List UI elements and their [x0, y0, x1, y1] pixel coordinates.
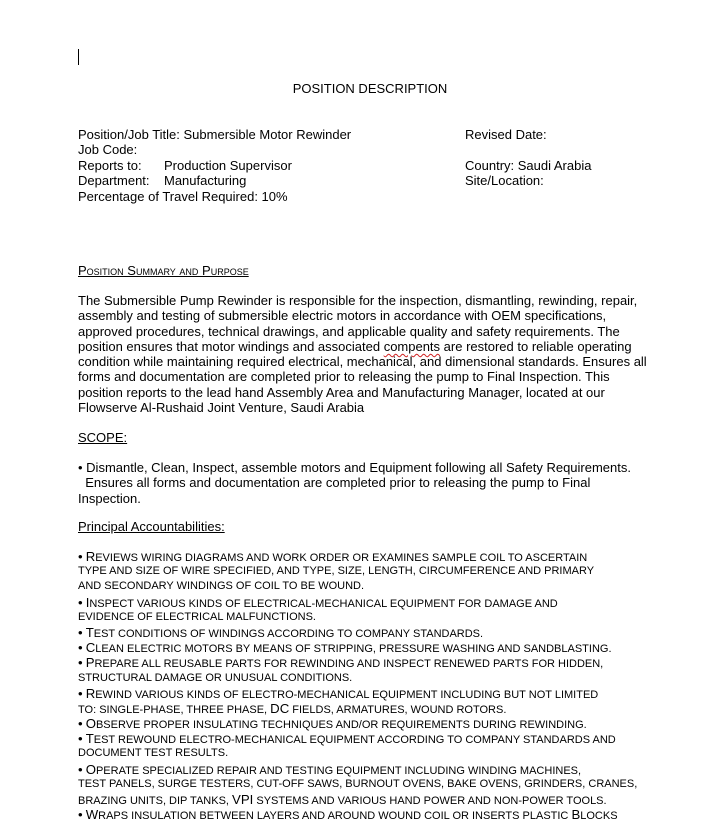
accountability-line: • OBSERVE PROPER INSULATING TECHNIQUES AND/OR REQUIREMENTS DURING REWINDING. [78, 716, 587, 732]
country-field: Country: Saudi Arabia [465, 157, 592, 173]
field-row-reports [78, 158, 638, 173]
accountability-line: • PREPARE ALL REUSABLE PARTS FOR REWINDING AND INSPECT RENEWED PARTS FOR HIDDEN, [78, 655, 604, 671]
department-label: Department: [78, 173, 150, 189]
accountability-line: STRUCTURAL DAMAGE OR UNUSUAL CONDITIONS. [78, 671, 353, 684]
field-row-travel [78, 189, 638, 204]
document-title: POSITION DESCRIPTION [292, 81, 448, 96]
travel-field: Percentage of Travel Required: 10% [78, 188, 288, 204]
department-value: Manufacturing [164, 173, 247, 189]
job-code-field: Job Code: [78, 142, 138, 158]
accountability-line: EVIDENCE OF ELECTRICAL MALFUNCTIONS. [78, 610, 316, 623]
accountability-line: • TEST CONDITIONS OF WINDINGS ACCORDING TO COMPANY STANDARDS. [78, 624, 484, 640]
accountability-line: • TEST REWOUND ELECTRO-MECHANICAL EQUIPMENT ACCORDING TO COMPANY STANDARDS AND [78, 731, 616, 747]
site-location-field: Site/Location: [465, 173, 544, 189]
revised-date-field: Revised Date: [465, 127, 547, 142]
accountability-line: DOCUMENT TEST RESULTS. [78, 747, 229, 760]
position-fields [78, 127, 638, 204]
scope-heading: SCOPE: [78, 430, 128, 445]
field-row-position [78, 127, 638, 142]
scope-text: • Dismantle, Clean, Inspect, assemble motors and Equipment following all Safety Requirements. Ensures all forms and documentation are completed prior to releasing the pump to Final Inspection. [78, 460, 631, 506]
position-title-field: Position/Job Title: Submersible Motor Rewinder [78, 127, 352, 142]
accountability-line: • OPERATE SPECIALIZED REPAIR AND TESTING EQUIPMENT INCLUDING WINDING MACHINES, [78, 761, 582, 777]
reports-to-value: Production Supervisor [164, 157, 292, 173]
accountability-line: TEST PANELS, SURGE TESTERS, CUT-OFF SAWS, BURNOUT OVENS, BAKE OVENS, GRINDERS, CRANES, [78, 777, 638, 790]
reports-to-label: Reports to: [78, 157, 142, 173]
accountability-line: • REVIEWS WIRING DIAGRAMS AND WORK ORDER OR EXAMINES SAMPLE COIL TO ASCERTAIN [78, 549, 588, 564]
summary-heading: Position Summary and Purpose [78, 263, 249, 278]
accountability-line: • WRAPS INSULATION BETWEEN LAYERS AND AROUND WOUND COIL OR INSERTS PLASTIC BLOCKS [78, 807, 618, 823]
accountability-line: BRAZING UNITS, DIP TANKS, VPI SYSTEMS AND VARIOUS HAND POWER AND NON-POWER TOOLS. [78, 792, 607, 807]
accountabilities-heading: Principal Accountabilities: [78, 519, 225, 534]
accountability-line: TYPE AND SIZE OF WIRE SPECIFIED, AND TYPE, SIZE, LENGTH, CIRCUMFERENCE AND PRIMARY [78, 565, 595, 578]
field-row-department [78, 173, 638, 188]
accountability-line: • CLEAN ELECTRIC MOTORS BY MEANS OF STRIPPING, PRESSURE WASHING AND SANDBLASTING. [78, 640, 612, 656]
accountability-line: • INSPECT VARIOUS KINDS OF ELECTRICAL-MECHANICAL EQUIPMENT FOR DAMAGE AND [78, 594, 558, 610]
summary-paragraph: The Submersible Pump Rewinder is responsible for the inspection, dismantling, rewinding, repair, assembly and testing of submersible electric motors in accordance with OEM specifications, approved procedures, technical drawings, and applicable quality and safety requirements. The position ensures that motor windings and associated compents are restored to reliable operating condition while maintaining required electrical, mechanical, and dimensional standards. Ensures all forms and documentation are completed prior to releasing the pump to Final Inspection. This position reports to the lead hand Assembly Area and Manufacturing Manager, located at our Flowserve Al-Rushaid Joint Venture, Saudi Arabia [78, 293, 647, 416]
accountability-line: TO: SINGLE-PHASE, THREE PHASE, DC FIELDS, ARMATURES, WOUND ROTORS. [78, 700, 507, 716]
accountability-line: • REWIND VARIOUS KINDS OF ELECTRO-MECHANICAL EQUIPMENT INCLUDING BUT NOT LIMITED [78, 685, 599, 701]
spelling-error-word[interactable]: compents [383, 338, 441, 354]
accountabilities-list [78, 549, 698, 822]
text-cursor [78, 49, 79, 65]
field-row-job-code [78, 142, 638, 157]
accountability-line: AND SECONDARY WINDINGS OF COIL TO BE WOUND. [78, 580, 365, 593]
